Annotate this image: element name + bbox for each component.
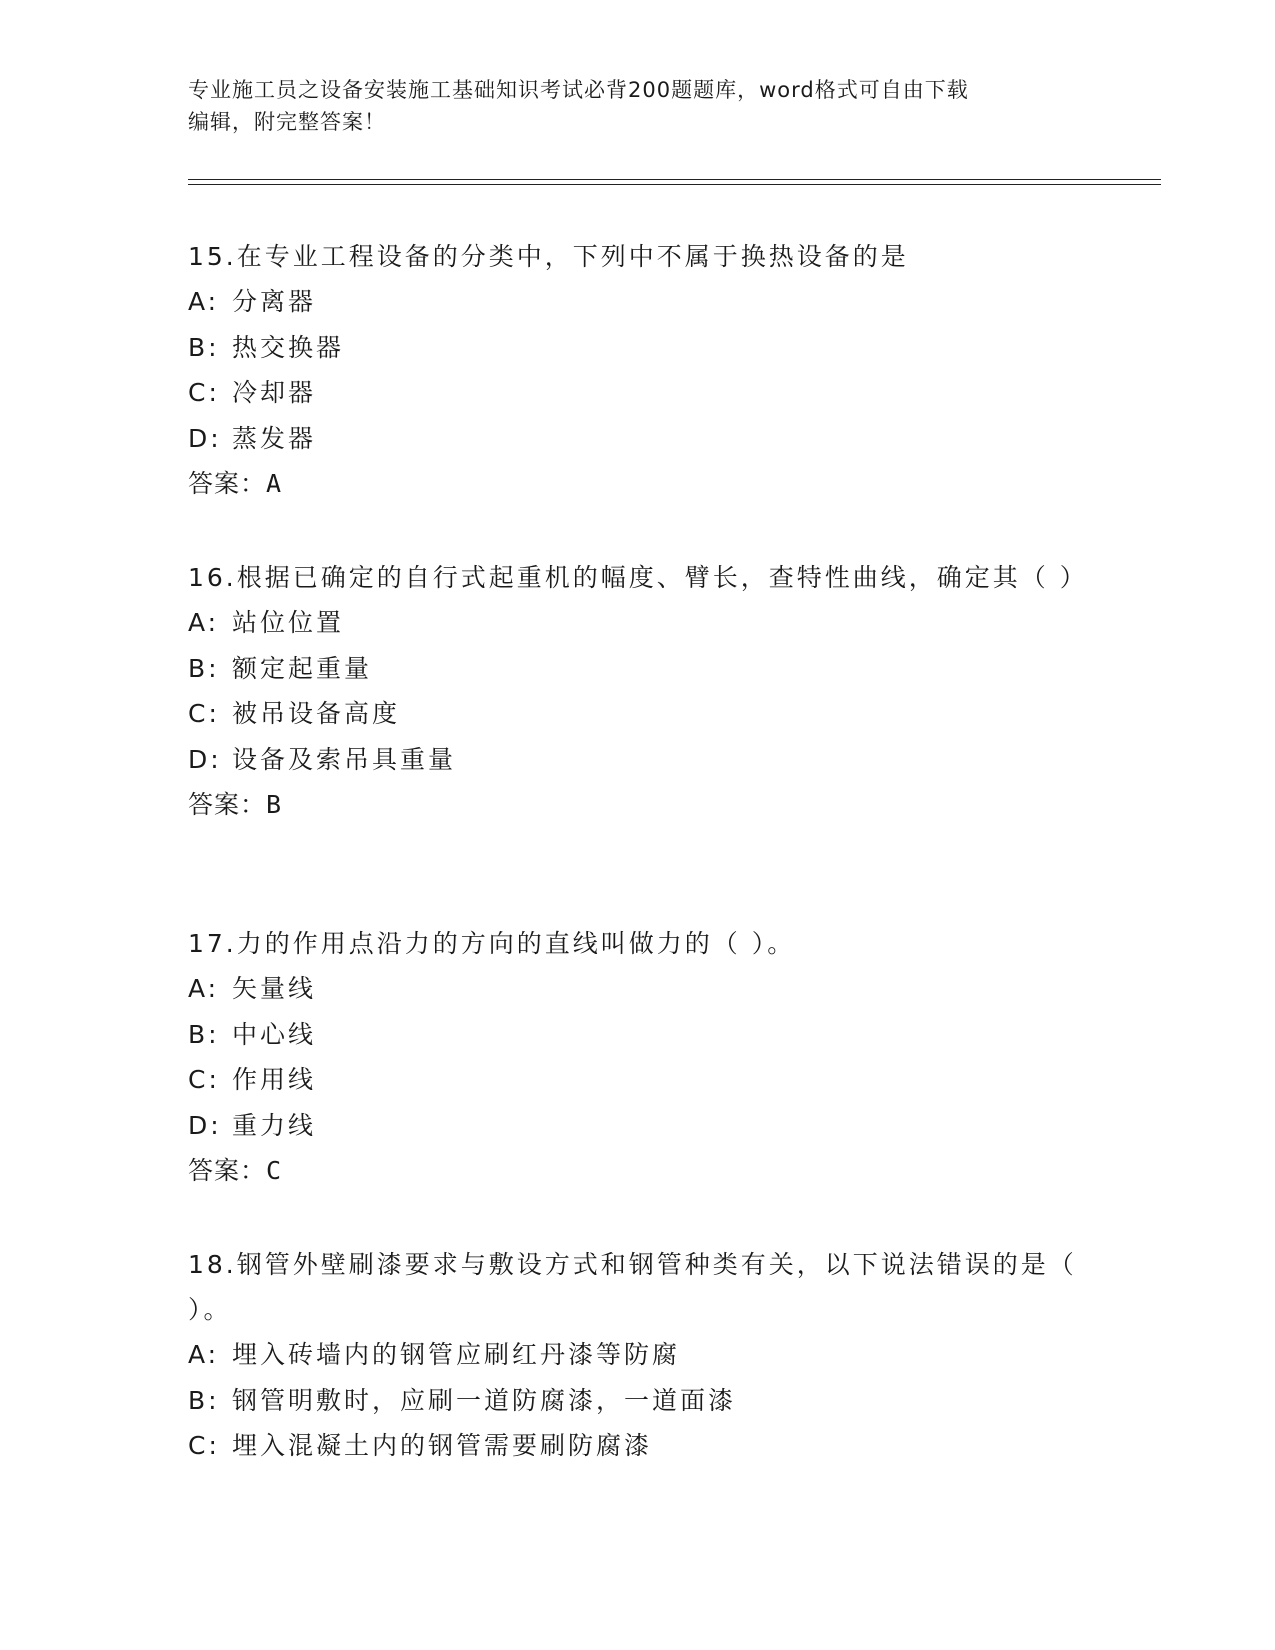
option-letter: B: <box>188 1385 220 1415</box>
option-letter: D: <box>188 744 222 774</box>
option-letter: B: <box>188 332 220 362</box>
header-divider-bottom <box>188 184 1161 185</box>
answer-label: 答案： <box>188 790 267 819</box>
question-title: 15.在专业工程设备的分类中，下列中不属于换热设备的是 <box>188 242 909 271</box>
option-text: 蒸发器 <box>232 423 317 453</box>
option-text: 冷却器 <box>232 378 317 407</box>
option-letter: B: <box>188 653 220 683</box>
option-text: 钢管明敷时，应刷一道防腐漆，一道面漆 <box>232 1385 737 1415</box>
answer-label: 答案： <box>188 1156 267 1185</box>
option-text: 作用线 <box>232 1065 317 1094</box>
question-title: 16.根据已确定的自行式起重机的幅度、臂长，查特性曲线，确定其（ ） <box>188 563 1088 592</box>
option-d <box>188 737 1088 783</box>
option-text: 热交换器 <box>232 332 345 362</box>
header-divider-top <box>188 179 1161 180</box>
option-letter: A: <box>188 608 220 637</box>
option-letter: C: <box>188 1065 220 1094</box>
question-17 <box>188 921 1088 1193</box>
option-a <box>188 600 1088 646</box>
option-b <box>188 325 1088 371</box>
option-text: 埋入混凝土内的钢管需要刷防腐漆 <box>232 1431 653 1460</box>
option-d <box>188 1103 1088 1149</box>
option-c <box>188 370 1088 416</box>
answer-line <box>188 1148 1088 1193</box>
option-letter: D: <box>188 1110 222 1140</box>
option-text: 矢量线 <box>232 974 317 1003</box>
option-a <box>188 966 1088 1012</box>
option-b <box>188 646 1088 692</box>
option-b <box>188 1012 1088 1058</box>
option-letter: A: <box>188 1340 220 1369</box>
option-letter: C: <box>188 1431 220 1460</box>
answer-value: C <box>266 1156 283 1185</box>
answer-line <box>188 461 1088 506</box>
answer-value: A <box>266 469 283 498</box>
header-line-1: 专业施工员之设备安装施工基础知识考试必背200题题库，word格式可自由下载 <box>188 78 969 102</box>
option-text: 被吊设备高度 <box>232 699 401 728</box>
option-letter: A: <box>188 287 220 316</box>
question-title: 18.钢管外壁刷漆要求与敷设方式和钢管种类有关，以下说法错误的是（ ）。 <box>188 1250 1077 1324</box>
option-b <box>188 1378 1088 1424</box>
header-line-2: 编辑，附完整答案！ <box>188 110 386 134</box>
option-c <box>188 691 1088 737</box>
answer-label: 答案： <box>188 469 267 498</box>
option-c <box>188 1057 1088 1103</box>
option-letter: B: <box>188 1019 220 1049</box>
option-letter: A: <box>188 974 220 1003</box>
option-text: 中心线 <box>232 1019 317 1049</box>
answer-line <box>188 782 1088 827</box>
option-a <box>188 1332 1088 1378</box>
option-text: 埋入砖墙内的钢管应刷红丹漆等防腐 <box>232 1340 681 1369</box>
answer-value: B <box>266 790 283 819</box>
option-letter: C: <box>188 378 220 407</box>
question-16 <box>188 555 1088 827</box>
option-text: 重力线 <box>232 1110 317 1140</box>
option-letter: C: <box>188 699 220 728</box>
option-c <box>188 1423 1088 1469</box>
question-title: 17.力的作用点沿力的方向的直线叫做力的（ ）。 <box>188 929 796 958</box>
option-letter: D: <box>188 423 222 453</box>
question-18 <box>188 1242 1088 1469</box>
question-15 <box>188 234 1088 506</box>
option-text: 设备及索吊具重量 <box>232 744 457 774</box>
option-text: 额定起重量 <box>232 653 373 683</box>
option-text: 分离器 <box>232 287 317 316</box>
option-a <box>188 279 1088 325</box>
document-header <box>188 74 1068 138</box>
option-text: 站位位置 <box>232 608 345 637</box>
option-d <box>188 416 1088 462</box>
